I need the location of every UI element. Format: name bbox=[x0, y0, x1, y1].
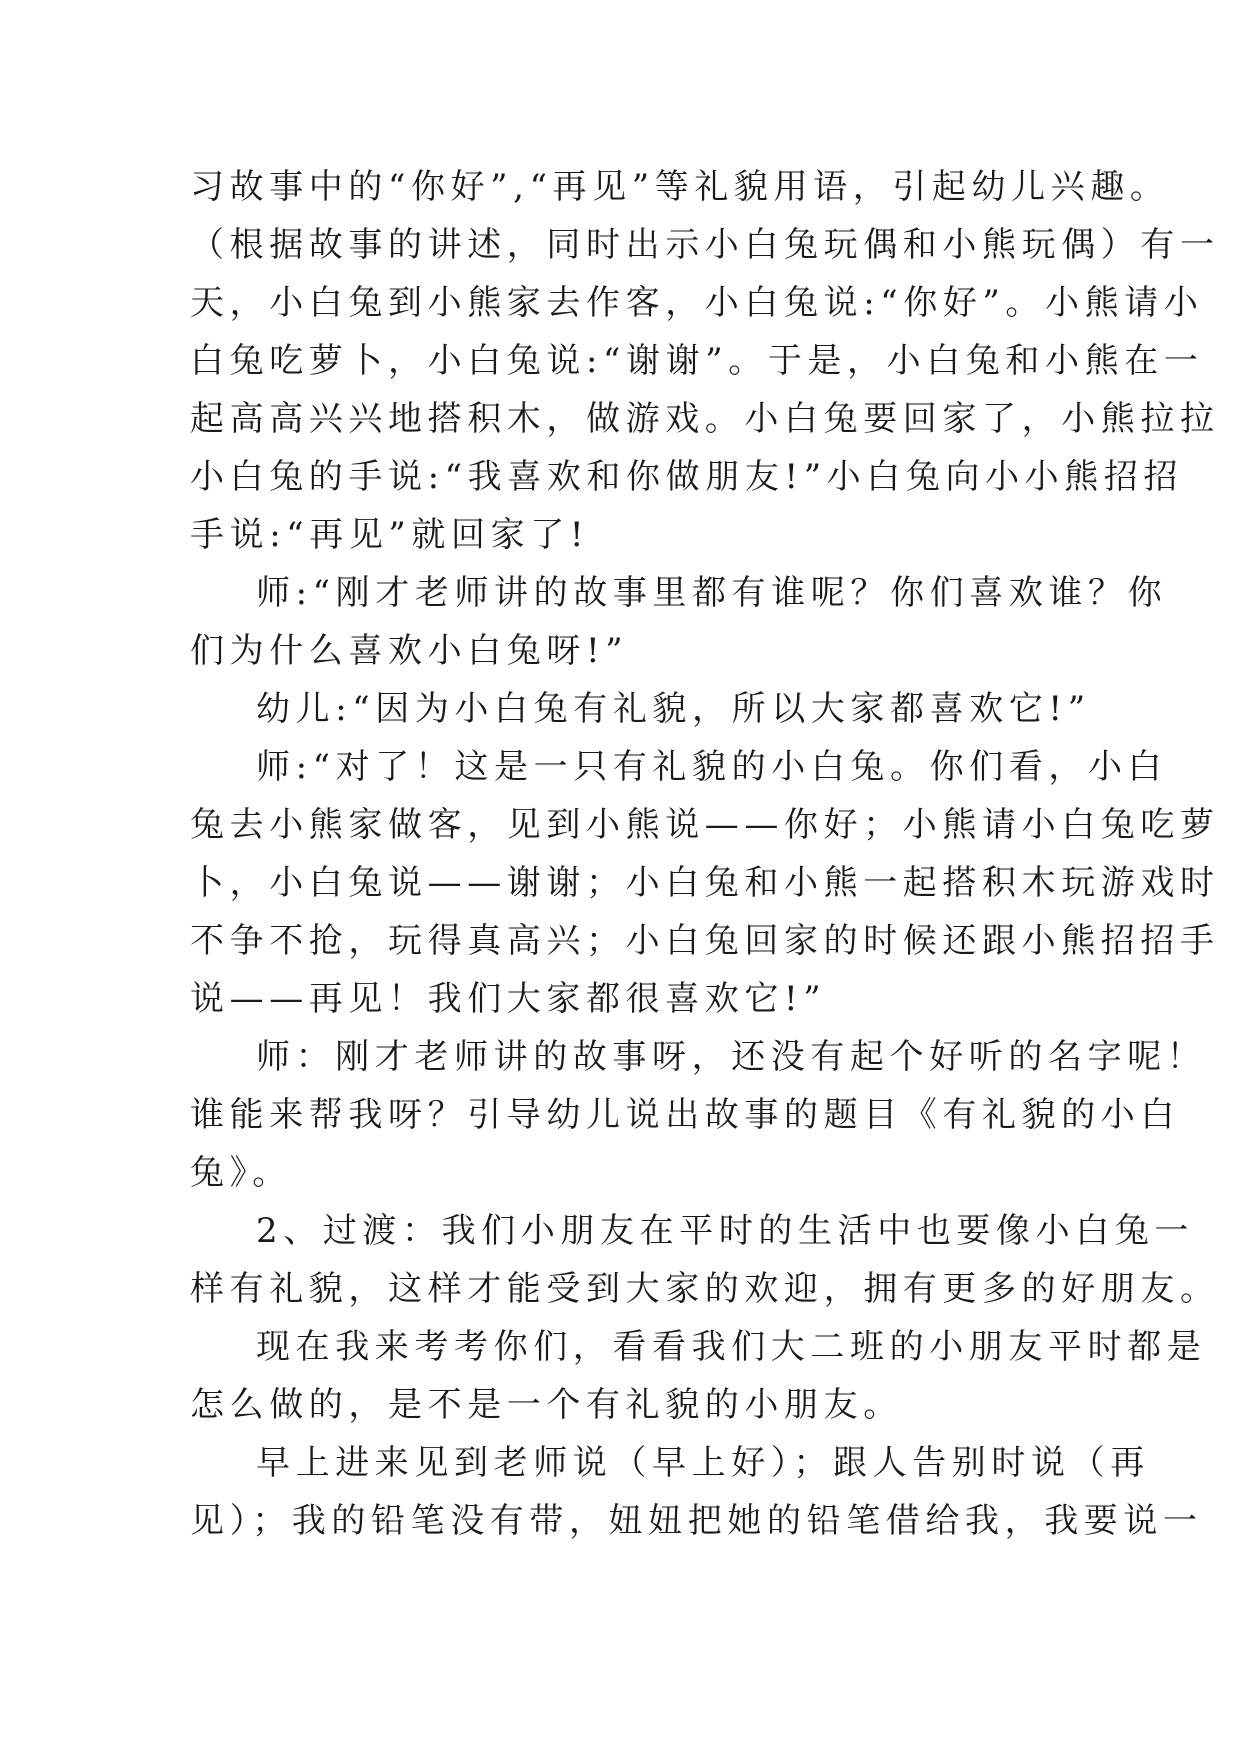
text-line: （根据故事的讲述，同时出示小白兔玩偶和小熊玩偶）有一 bbox=[190, 225, 1220, 265]
text-line: 不争不抢，玩得真高兴；小白兔回家的时候还跟小熊招招手 bbox=[190, 921, 1220, 961]
body-text bbox=[190, 158, 1220, 1550]
text-line: 习故事中的“你好”,“再见”等礼貌用语，引起幼儿兴趣。 bbox=[190, 167, 1170, 207]
text-line: 白兔吃萝卜，小白兔说:“谢谢”。于是，小白兔和小熊在一 bbox=[190, 341, 1204, 381]
text-line: 天，小白兔到小熊家去作客，小白兔说:“你好”。小熊请小 bbox=[190, 283, 1204, 323]
paragraph-first-line: 现在我来考考你们，看看我们大二班的小朋友平时都是 bbox=[256, 1327, 1207, 1367]
text-line: 小白兔的手说:“我喜欢和你做朋友!”小白兔向小小熊招招 bbox=[190, 457, 1184, 497]
text-line: 们为什么喜欢小白兔呀!” bbox=[190, 631, 629, 671]
paragraph-first-line: 师:“刚才老师讲的故事里都有谁呢？你们喜欢谁？你 bbox=[256, 573, 1168, 613]
text-line: 样有礼貌，这样才能受到大家的欢迎，拥有更多的好朋友。 bbox=[190, 1269, 1220, 1309]
text-line: 谁能来帮我呀？引导幼儿说出故事的题目《有礼貌的小白 bbox=[190, 1095, 1180, 1135]
paragraph-first-line: 早上进来见到老师说（早上好）；跟人告别时说（再 bbox=[256, 1443, 1150, 1483]
text-line: 起高高兴兴地搭积木，做游戏。小白兔要回家了，小熊拉拉 bbox=[190, 399, 1220, 439]
text-line: 见）；我的铅笔没有带，妞妞把她的铅笔借给我，我要说一 bbox=[190, 1501, 1203, 1541]
text-line: 兔》。 bbox=[190, 1153, 292, 1193]
text-line: 兔去小熊家做客，见到小熊说——你好；小熊请小白兔吃萝 bbox=[190, 805, 1220, 845]
text-line: 卜，小白兔说——谢谢；小白兔和小熊一起搭积木玩游戏时 bbox=[190, 863, 1220, 903]
paragraph-first-line: 2、过渡：我们小朋友在平时的生活中也要像小白兔一 bbox=[256, 1211, 1195, 1251]
paragraph-first-line: 师：刚才老师讲的故事呀，还没有起个好听的名字呢！ bbox=[256, 1037, 1207, 1077]
text-line: 手说:“再见”就回家了! bbox=[190, 515, 590, 555]
text-line: 怎么做的，是不是一个有礼貌的小朋友。 bbox=[190, 1385, 903, 1425]
paragraph-first-line: 幼儿:“因为小白兔有礼貌，所以大家都喜欢它!” bbox=[256, 689, 1091, 729]
text-line: 说——再见！我们大家都很喜欢它!” bbox=[190, 979, 827, 1019]
paragraph-first-line: 师:“对了！这是一只有礼貌的小白兔。你们看，小白 bbox=[256, 747, 1168, 787]
